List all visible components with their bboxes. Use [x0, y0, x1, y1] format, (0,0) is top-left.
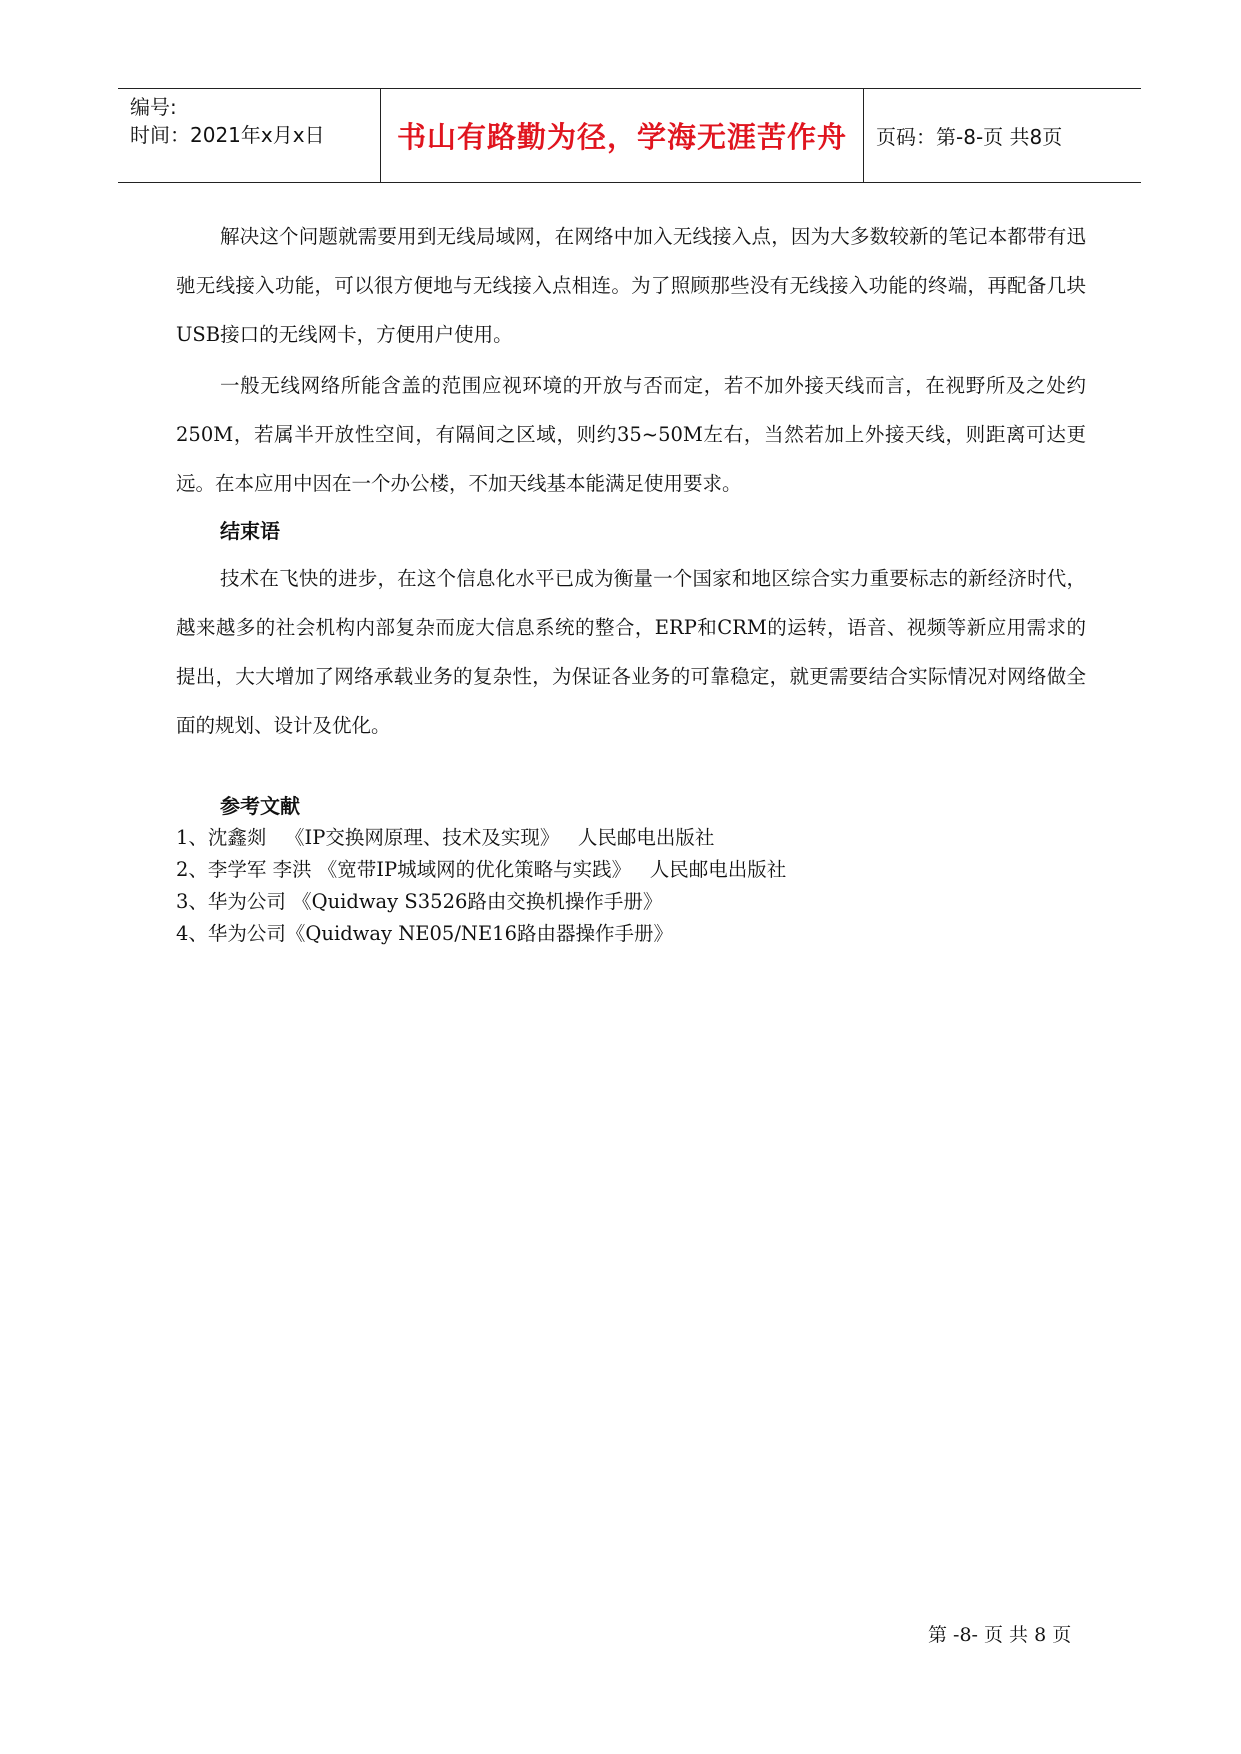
body-paragraph-2: 一般无线网络所能含盖的范围应视环境的开放与否而定，若不加外接天线而言，在视野所及之处约250M，若属半开放性空间，有隔间之区域，则约35~50M左右，当然若加上外接天线，则距离可达更远。在本应用中因在一个办公楼，不加天线基本能满足使用要求。 [176, 374, 1086, 495]
reference-item: 4、华为公司《Quidway NE05/NE16路由器操作手册》 [176, 922, 673, 945]
page-header [118, 88, 1141, 183]
reference-item: 2、李学军 李洪 《宽带IP城域网的优化策略与实践》 人民邮电出版社 [176, 858, 787, 881]
main-content [176, 212, 1086, 750]
header-meta [118, 89, 380, 182]
document-time-label: 时间：2021年x月x日 [130, 123, 325, 147]
reference-item: 3、华为公司 《Quidway S3526路由交换机操作手册》 [176, 890, 663, 913]
conclusion-heading: 结束语 [220, 519, 280, 543]
page-footer: 第 -8- 页 共 8 页 [928, 1624, 1072, 1646]
body-paragraph-1: 解决这个问题就需要用到无线局域网，在网络中加入无线接入点，因为大多数较新的笔记本都带有迅驰无线接入功能，可以很方便地与无线接入点相连。为了照顾那些没有无线接入功能的终端，再配备几块USB接口的无线网卡，方便用户使用。 [176, 225, 1086, 346]
reference-item: 1、沈鑫剡 《IP交换网原理、技术及实现》 人民邮电出版社 [176, 826, 715, 849]
header-motto: 书山有路勤为径，学海无涯苦作舟 [380, 89, 864, 182]
references-list [176, 822, 786, 950]
references-title: 参考文献 [220, 794, 300, 818]
document-number-label: 编号: [130, 95, 177, 119]
header-page-label: 页码：第-8-页 共8页 [876, 125, 1063, 149]
conclusion-paragraph: 技术在飞快的进步，在这个信息化水平已成为衡量一个国家和地区综合实力重要标志的新经济时代，越来越多的社会机构内部复杂而庞大信息系统的整合，ERP和CRM的运转，语音、视频等新应用需求的提出，大大增加了网络承载业务的复杂性，为保证各业务的可靠稳定，就更需要结合实际情况对网络做全面的规划、设计及优化。 [176, 567, 1086, 737]
